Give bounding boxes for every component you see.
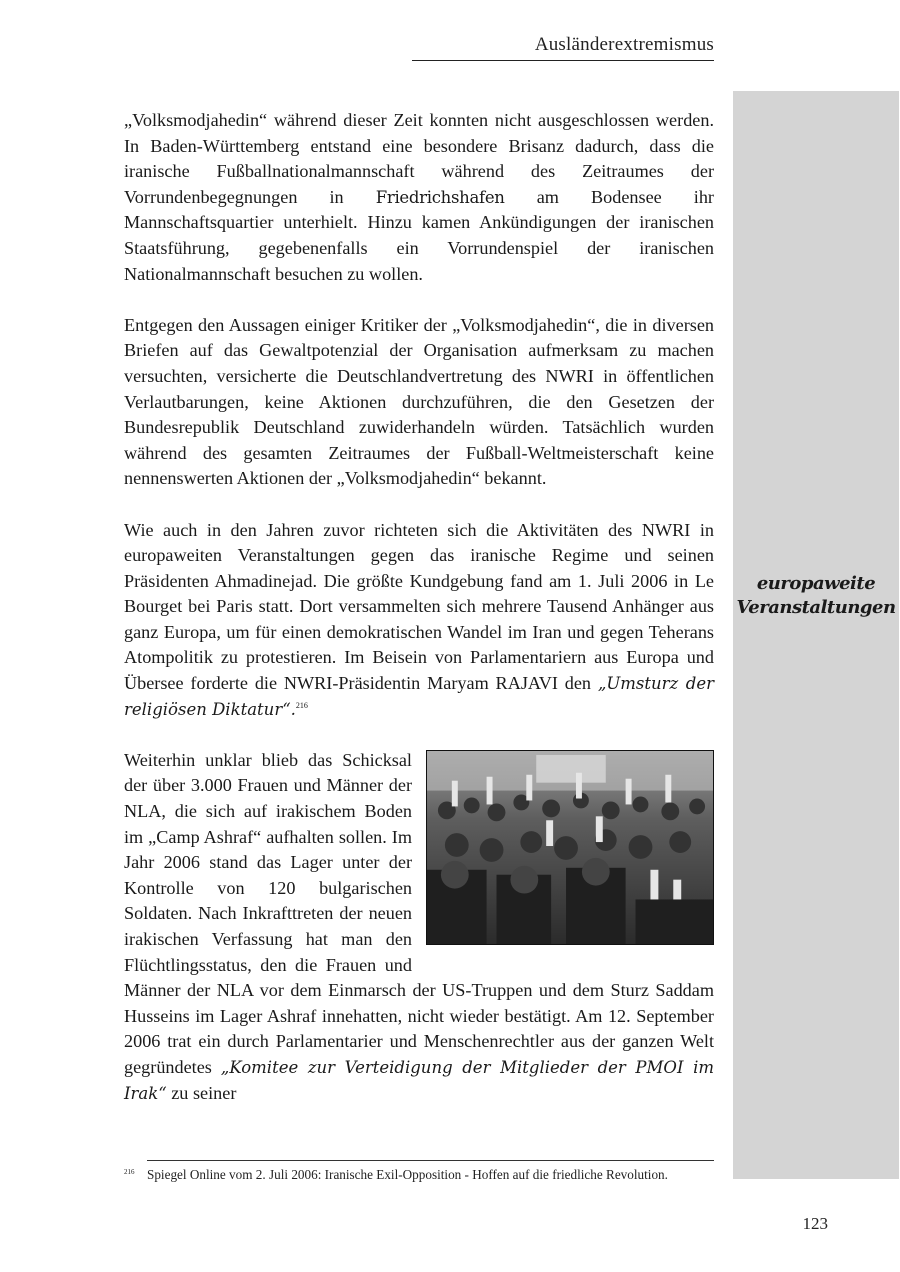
margin-note-line-2: Veranstaltungen [736, 597, 896, 618]
paragraph-4-end: zu seiner [166, 1082, 237, 1103]
margin-column [733, 91, 899, 1179]
crowd-photo-image [427, 751, 713, 944]
margin-note [733, 572, 899, 620]
footnote [124, 1166, 724, 1184]
paragraph-3-text: Wie auch in den Jahren zuvor richteten sich die Aktivitäten des NWRI in europaweiten Veranstaltungen gegen das iranische Regime und seinen Präsidenten Ahmadinejad. Die größte Kundgebung fand am 1. Juli 2006 in Le Bourget bei Paris statt. Dort versammelten sich mehrere Tausend Anhänger aus ganz Europa, um für einen demokratischen Wandel im Iran und gegen Teherans Atompolitik zu protestieren. Im Beisein von Parlamentariern aus Europa und Übersee forderte die NWRI-Präsidentin Maryam RAJAVI den [124, 519, 714, 694]
footnote-number: 216 [124, 1168, 135, 1176]
page-number: 123 [802, 1214, 828, 1233]
paragraph-1 [124, 108, 714, 287]
paragraph-4 [124, 748, 714, 1106]
footnote-reference: 216 [295, 700, 308, 710]
paragraph-4-text: Weiterhin unklar blieb das Schicksal der über 3.000 Frauen und Männer der NLA, die sich auf irakischem Boden im „Camp Ashraf“ aufhalten sollen. Im Jahr 2006 stand das Lager unter der Kontrolle von 120 bulgarischen Soldaten. Nach Inkrafttreten der neuen irakischen Verfassung hat man den Flüchtlingsstatus, den die Frauen und Männer der NLA vor dem Einmarsch der US-Truppen und dem Sturz Saddam Husseins im Lager Ashraf innehatten, nicht wieder bestätigt. Am 12. September 2006 trat ein durch Parlamentarier und Menschenrechtler aus der ganzen Welt gegründetes [124, 749, 714, 1077]
paragraph-2: Entgegen den Aussagen einiger Kritiker der „Volksmodjahedin“, die in diversen Briefen auf das Gewaltpotenzial der Organisation aufmerksam zu machen versuchten, versicherte die Deutschlandvertretung des NWRI in öffentlichen Verlautbarungen, keine Aktionen durchzuführen, die den Gesetzen der Bundesrepublik Deutschland zuwiderhandeln würden. Tatsächlich wurden während des gesamten Zeitraumes der Fußball-Weltmeisterschaft keine nennenswerten Aktionen der „Volksmodjahedin“ bekannt. [124, 314, 714, 489]
footnote-text: Spiegel Online vom 2. Juli 2006: Iranische Exil-Opposition - Hoffen auf die friedliche Revolution. [147, 1167, 668, 1182]
paragraph-3 [124, 518, 714, 723]
margin-note-line-1: europaweite [756, 573, 876, 594]
rally-photo [426, 750, 714, 945]
running-head-title: Ausländerextremismus [534, 34, 714, 55]
rajavi-quote: „Umsturz der religiösen Diktatur“. [124, 674, 714, 719]
committee-name: „Komitee zur Verteidigung der Mitglieder der PMOI im Irak“ [124, 1057, 714, 1103]
paragraph-1-text: „Volksmodjahedin“ während dieser Zeit konnten nicht ausgeschlossen werden. In Baden-Württemberg entstand eine besondere Brisanz dadurch, dass die iranische Fußballnationalmannschaft während des Zeitraumes der Vorrundenbegegnungen in [124, 110, 714, 207]
header-rule [412, 60, 714, 61]
footnote-rule [147, 1160, 714, 1161]
main-text [124, 108, 714, 1106]
place-name: Friedrichshafen [375, 187, 505, 207]
paragraph-1-end: am Bodensee ihr Mannschaftsquartier unterhielt. Hinzu kamen Ankündigungen der iranischen Staatsführung, gegebenenfalls ein Vorrundenspiel der iranischen Nationalmannschaft besuchen zu wollen. [124, 186, 714, 284]
